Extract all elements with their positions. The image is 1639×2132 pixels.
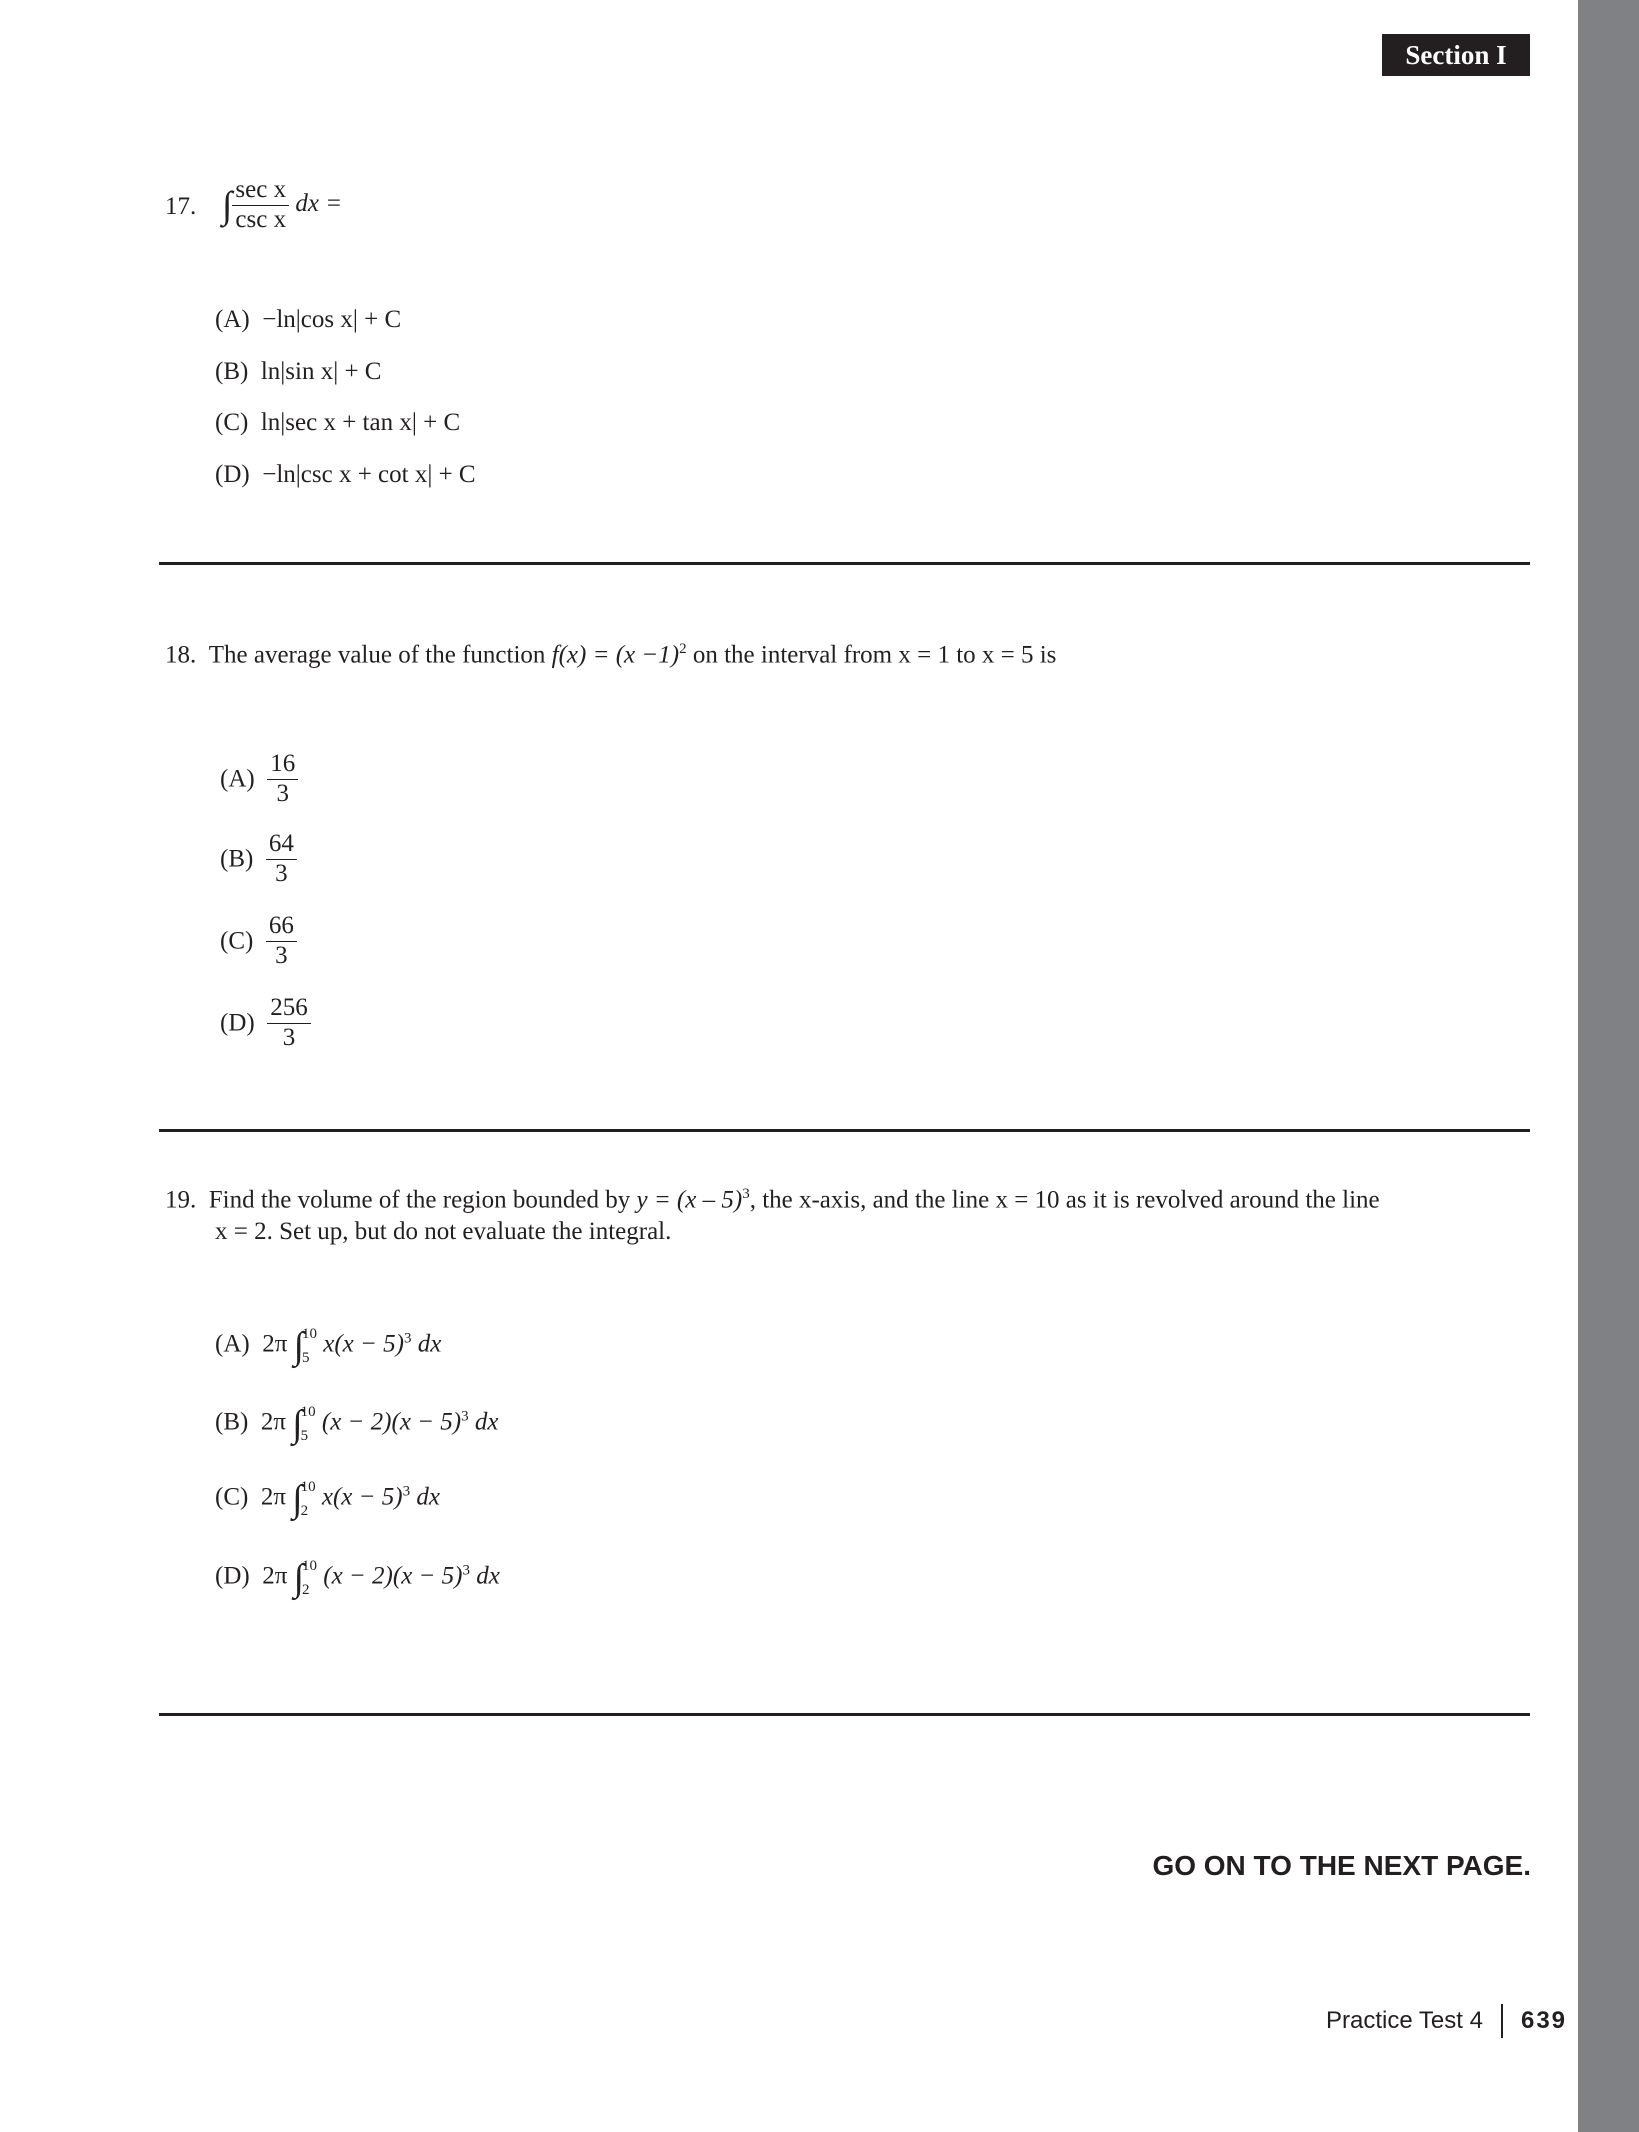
choice-d[interactable]: (D) −ln|csc x + cot x| + C <box>215 460 476 488</box>
choice-a[interactable]: (A) −ln|cos x| + C <box>215 306 402 333</box>
choice-d[interactable]: (D) $\frac{256}{3}$ <box>220 994 311 1053</box>
divider <box>159 1713 1530 1716</box>
footer-divider <box>1501 2004 1503 2038</box>
test-name: Practice Test 4 <box>1326 2007 1483 2034</box>
q17-tail: dx = <box>295 189 343 217</box>
choice-d[interactable]: (D) 2π ∫ 10 2 $(x - 2)(x - 5)^3$ dx <box>215 1557 500 1599</box>
q18-stem: 18. The average value of the function $f(x) = (x -1)^2$ on the interval from x = 1 to x = 5 is <box>165 641 1057 669</box>
q17-denominator: csc x <box>235 205 287 233</box>
go-on-notice: GO ON TO THE NEXT PAGE. <box>1152 1850 1531 1881</box>
page-number: 639 <box>1520 2007 1568 2034</box>
q17-stem: ∫ $\frac{\text{sec x}}{\text{csc x}}$ dx = <box>222 176 343 233</box>
q19-stem-line2: x = 2. Set up, but do not evaluate the integral. <box>215 1218 672 1245</box>
choice-b[interactable]: (B) $\frac{64}{3}$ <box>220 830 297 889</box>
choice-c[interactable]: (C) $\frac{66}{3}$ <box>220 912 297 971</box>
choice-b[interactable]: (B) 2π ∫ 10 5 $(x - 2)(x - 5)^3$ dx <box>215 1403 499 1445</box>
q17-number: 17. <box>165 193 197 220</box>
choice-a[interactable]: (A) $\frac{16}{3}$ <box>220 750 298 809</box>
choice-c[interactable]: (C) 2π ∫ 10 2 $x(x - 5)^3$ dx <box>215 1478 440 1520</box>
choice-a[interactable]: (A) 2π ∫ 10 5 $x(x - 5)^3$ dx <box>215 1325 442 1367</box>
q17-choices <box>215 294 476 500</box>
divider <box>159 1129 1530 1132</box>
q19-stem: 19. Find the volume of the region bounded by y = (x – 5)$^3$, the x-axis, and the line x = 10 as it is revolved around the line <box>165 1186 1380 1214</box>
page-footer <box>1326 2004 1567 2038</box>
side-tab <box>1578 0 1639 2132</box>
choice-b[interactable]: (B) ln|sin x| + C <box>215 357 382 385</box>
section-badge: Section I <box>1382 34 1530 76</box>
q17-numerator: sec x <box>232 176 289 206</box>
divider <box>159 562 1530 565</box>
choice-c[interactable]: (C) ln|sec x + tan x| + C <box>215 409 461 436</box>
